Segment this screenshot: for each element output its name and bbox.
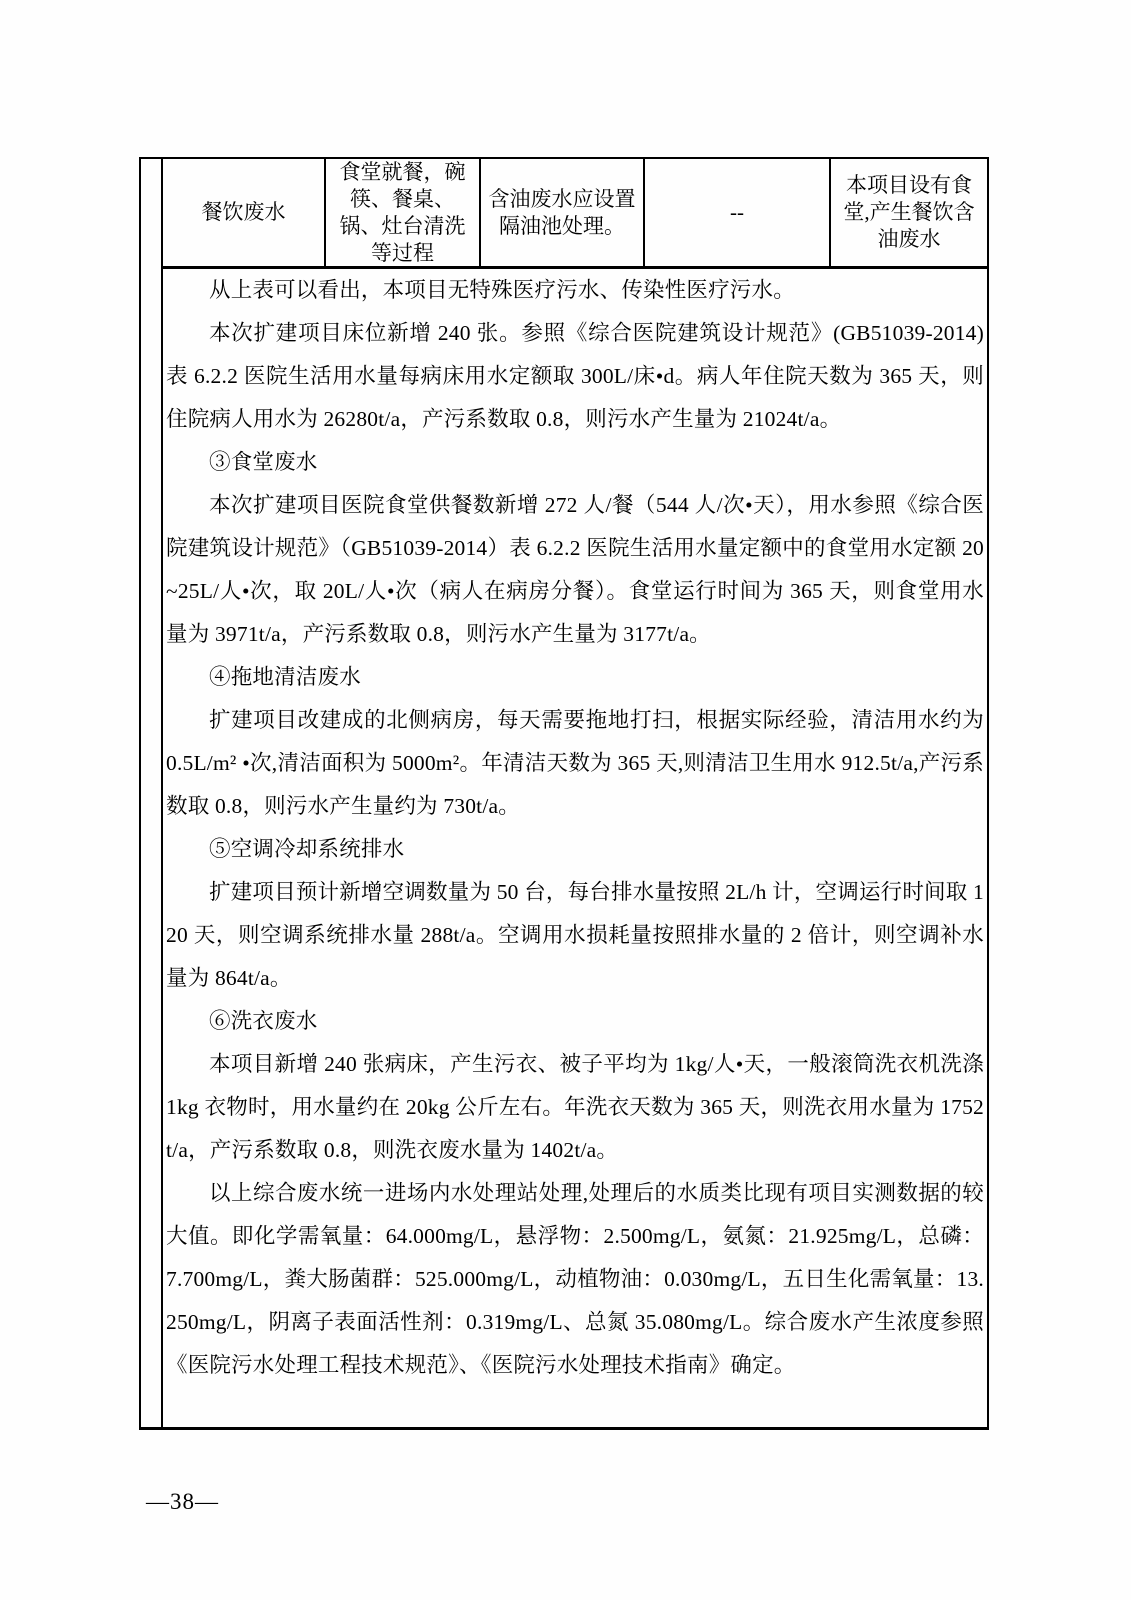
para-no-special-sewage: 从上表可以看出，本项目无特殊医疗污水、传染性医疗污水。 (209, 278, 795, 302)
dash-text: -- (730, 200, 744, 224)
heading-canteen-wastewater: ③食堂废水 (209, 450, 318, 474)
table-cell-dash (643, 159, 829, 266)
para-laundry-water: 本项目新增 240 张病床，产生污衣、被子平均为 1kg/人•天，一般滚筒洗衣机洗涤 1kg 衣物时，用水量约在 20kg 公斤左右。年洗衣天数为 365 天，则洗衣用水量为 1752t/a，产污系数取 0.8，则洗衣废水量为 1402t/a。 (166, 1052, 984, 1162)
heading-aircon-drainage: ⑤空调冷却系统排水 (209, 837, 405, 861)
table-cell-pollutant-name (163, 159, 324, 266)
outer-table-frame (139, 157, 989, 1430)
para-inpatient-water: 本次扩建项目床位新增 240 张。参照《综合医院建筑设计规范》(GB51039-2014)表 6.2.2 医院生活用水量每病床用水定额取 300L/床•d。病人年住院天数为 365 天，则住院病人用水为 26280t/a，产污系数取 0.8，则污水产生量为 21024t/a。 (166, 321, 984, 431)
heading-laundry-wastewater: ⑥洗衣废水 (209, 1009, 318, 1033)
para-canteen-water: 本次扩建项目医院食堂供餐数新增 272 人/餐（544 人/次•天），用水参照《综合医院建筑设计规范》（GB51039-2014）表 6.2.2 医院生活用水量定额中的食堂用水定额 20~25L/人•次，取 20L/人•次（病人在病房分餐）。食堂运行时间为 365 天，则食堂用水量为 3971t/a，产污系数取 0.8，则污水产生量为 3177t/a。 (166, 493, 984, 646)
para-combined-wastewater-quality: 以上综合废水统一进场内水处理站处理,处理后的水质类比现有项目实测数据的较大值。即化学需氧量：64.000mg/L，悬浮物：2.500mg/L，氨氮：21.925mg/L，总磷：7.700mg/L，粪大肠菌群：525.000mg/L，动植物油：0.030mg/L，五日生化需氧量：13.250mg/L，阴离子表面活性剂：0.319mg/L、总氮 35.080mg/L。综合废水产生浓度参照《医院污水处理工程技术规范》、《医院污水处理技术指南》确定。 (166, 1181, 984, 1377)
wastewater-table (163, 159, 987, 269)
table-cell-source (324, 159, 479, 266)
para-mopping-water: 扩建项目改建成的北侧病房，每天需要拖地打扫，根据实际经验，清洁用水约为 0.5L/m² •次,清洁面积为 5000m²。年清洁天数为 365 天,则清洁卫生用水 912.5t/a,产污系数取 0.8，则污水产生量约为 730t/a。 (166, 708, 984, 818)
page-number: —38— (146, 1489, 219, 1514)
table-cell-treatment (479, 159, 643, 266)
treatment-text: 含油废水应设置隔油池处理。 (488, 186, 636, 238)
table-cell-remark (829, 159, 987, 266)
pollutant-name-text: 餐饮废水 (201, 200, 286, 224)
heading-mopping-wastewater: ④拖地清洁废水 (209, 665, 361, 689)
para-aircon-water: 扩建项目预计新增空调数量为 50 台，每台排水量按照 2L/h 计，空调运行时间取 120 天，则空调系统排水量 288t/a。空调用水损耗量按照排水量的 2 倍计，则空调补水量为 864t/a。 (166, 880, 984, 990)
source-text: 食堂就餐，碗筷、餐桌、锅、灶台清洗等过程 (339, 159, 466, 265)
body-text-block (163, 269, 987, 1387)
remark-text: 本项目设有食堂,产生餐饮含油废水 (843, 173, 975, 251)
